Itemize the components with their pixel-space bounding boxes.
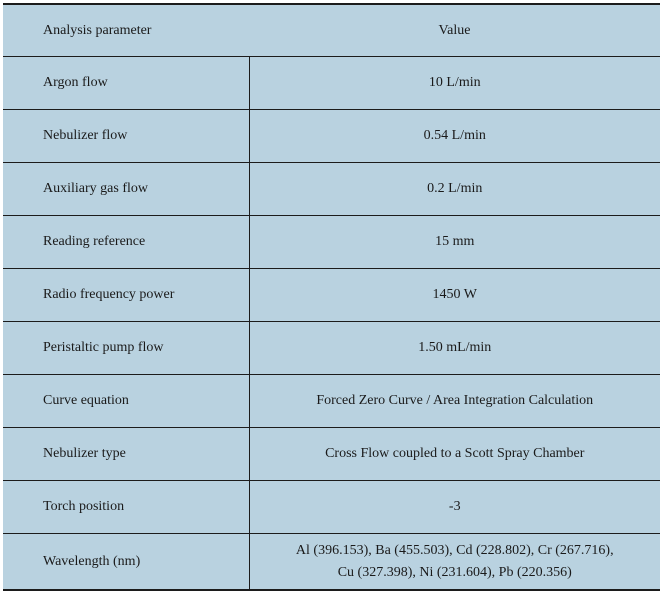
value-text: 1450 W (432, 287, 477, 302)
value-text: 10 L/min (428, 75, 481, 90)
table-header-row (3, 5, 660, 57)
parameter-cell: Torch position (3, 481, 249, 534)
header-value: Value (249, 5, 660, 57)
parameter-cell: Curve equation (3, 375, 249, 428)
value-text: 15 mm (435, 234, 475, 249)
table-row (3, 428, 660, 481)
table-row (3, 163, 660, 216)
parameter-cell: Auxiliary gas flow (3, 163, 249, 216)
table-row (3, 375, 660, 428)
parameters-table-container (3, 3, 660, 591)
value-text-line-1: Al (396.153), Ba (455.503), Cd (228.802), Cr (267.716), (295, 542, 614, 558)
value-cell (249, 481, 660, 534)
table-row (3, 216, 660, 269)
table-row (3, 269, 660, 322)
parameter-cell: Reading reference (3, 216, 249, 269)
value-cell (249, 110, 660, 163)
value-text: Forced Zero Curve / Area Integration Calculation (316, 393, 594, 408)
parameter-cell: Argon flow (3, 57, 249, 110)
parameter-cell: Wavelength (nm) (3, 534, 249, 590)
value-text: 0.54 L/min (423, 128, 486, 143)
value-text: Cross Flow coupled to a Scott Spray Chamber (325, 446, 585, 461)
value-text: -3 (448, 499, 461, 514)
table-row (3, 110, 660, 163)
header-analysis-parameter: Analysis parameter (3, 5, 249, 57)
value-text-line-2: Cu (327.398), Ni (231.604), Pb (220.356) (337, 564, 572, 580)
analysis-parameters-table (3, 5, 660, 589)
table-row (3, 481, 660, 534)
value-cell (249, 163, 660, 216)
value-cell (249, 322, 660, 375)
value-cell (249, 534, 660, 590)
value-cell (249, 57, 660, 110)
parameter-cell: Radio frequency power (3, 269, 249, 322)
parameter-cell: Peristaltic pump flow (3, 322, 249, 375)
table-row (3, 57, 660, 110)
value-cell (249, 428, 660, 481)
table-row (3, 322, 660, 375)
value-text: 1.50 mL/min (418, 340, 492, 355)
value-text: 0.2 L/min (427, 181, 483, 196)
value-cell (249, 375, 660, 428)
parameter-cell: Nebulizer type (3, 428, 249, 481)
value-cell (249, 216, 660, 269)
table-row (3, 534, 660, 590)
parameter-cell: Nebulizer flow (3, 110, 249, 163)
value-cell (249, 269, 660, 322)
